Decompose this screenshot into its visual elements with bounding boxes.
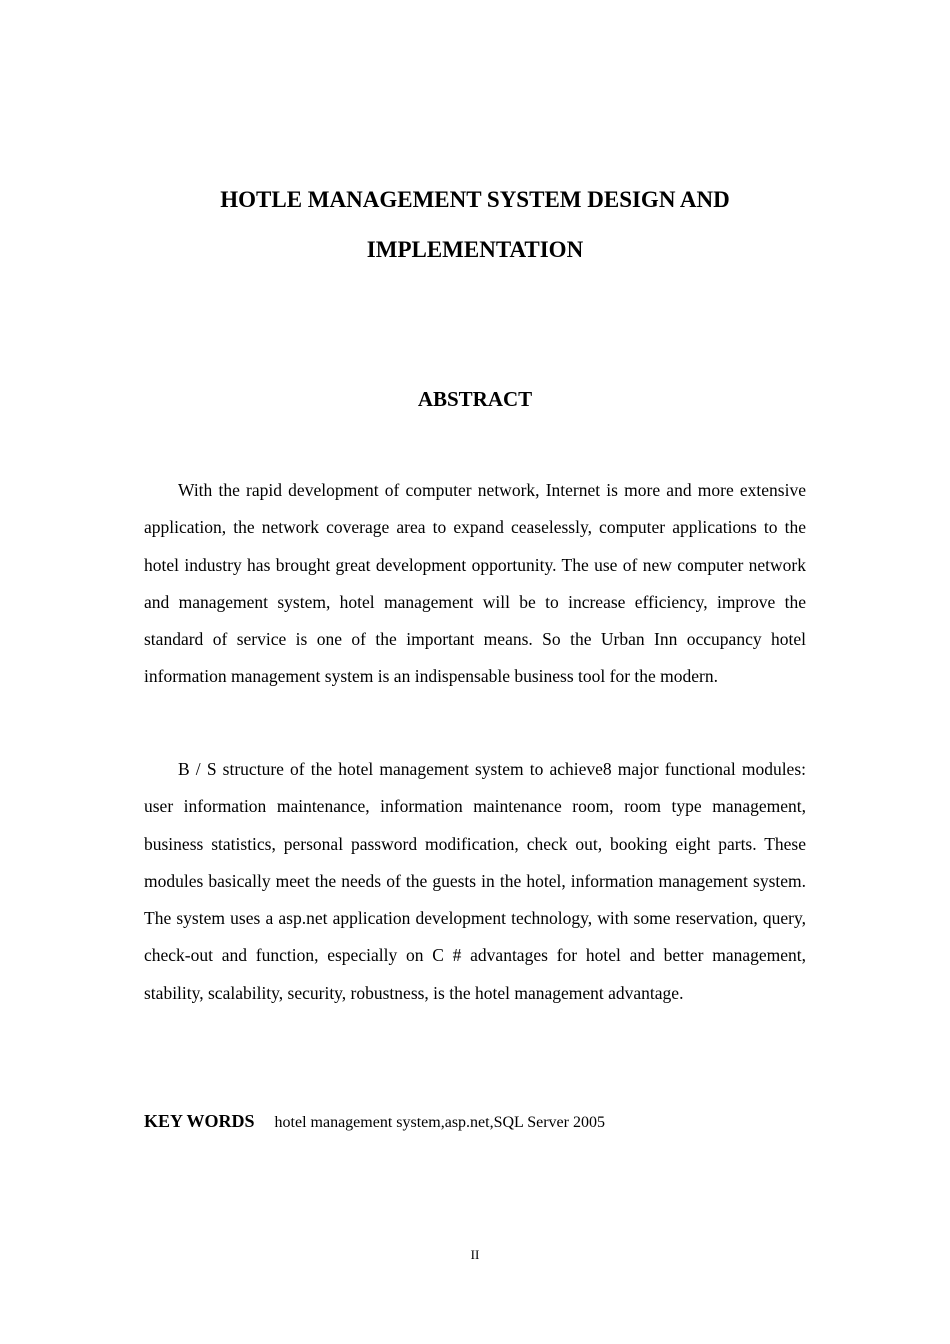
page-number: II bbox=[470, 1247, 480, 1262]
title-line-2: IMPLEMENTATION bbox=[366, 237, 584, 262]
keywords-value: hotel management system,asp.net,SQL Server 2005 bbox=[274, 1114, 605, 1131]
abstract-paragraph-2: B / S structure of the hotel management system to achieve8 major functional modules: user information maintenance, information maintenance room, room type management, business statistics, personal password modification, check out, booking eight parts. These modules basically meet the needs of the guests in the hotel, information management system. The system uses a asp.net application development technology, with some reservation, query, check-out and function, especially on C # advantages for hotel and better management, stability, scalability, security, robustness, is the hotel management advantage. bbox=[144, 759, 806, 1003]
abstract-paragraph-1: With the rapid development of computer network, Internet is more and more extensive application, the network coverage area to expand ceaselessly, computer applications to the hotel industry has brought great development opportunity. The use of new computer network and management system, hotel management will be to increase efficiency, improve the standard of service is one of the important means. So the Urban Inn occupancy hotel information management system is an indispensable business tool for the modern. bbox=[144, 480, 806, 687]
document-title bbox=[140, 175, 810, 275]
keywords-line bbox=[144, 1107, 806, 1137]
abstract-heading: ABSTRACT bbox=[417, 387, 533, 411]
title-line-1: HOTLE MANAGEMENT SYSTEM DESIGN AND bbox=[220, 187, 730, 212]
keywords-label: KEY WORDS bbox=[144, 1111, 255, 1131]
